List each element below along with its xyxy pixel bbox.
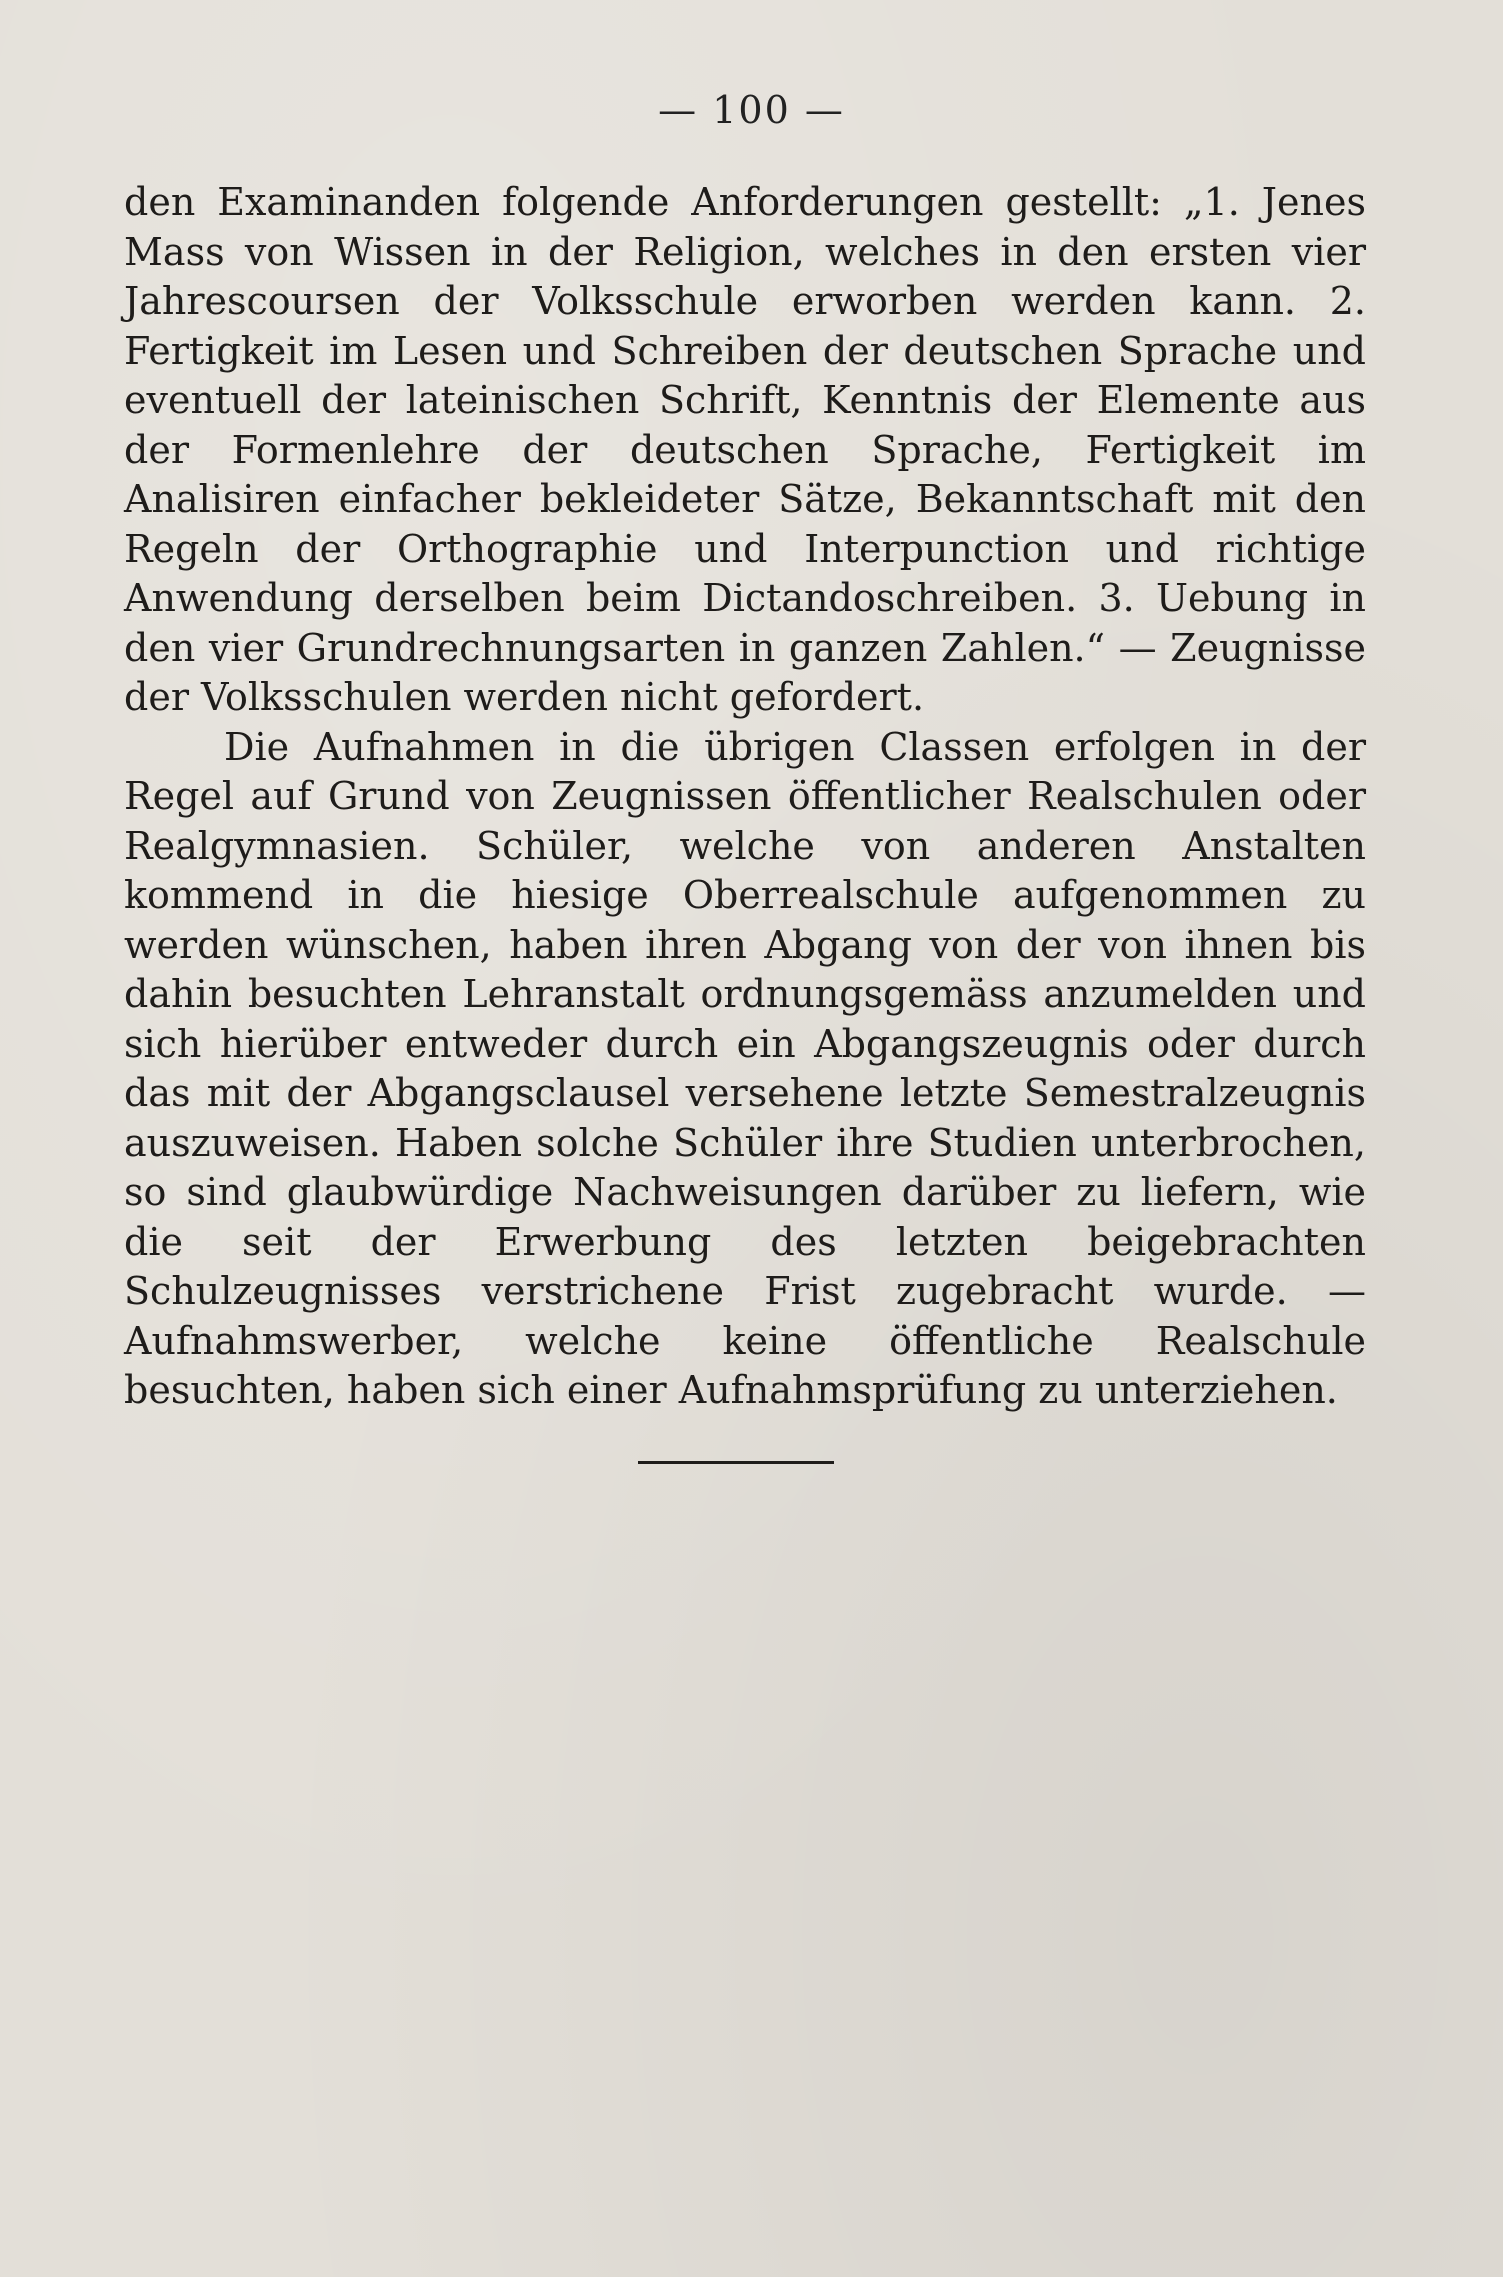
page-number: — 100 — [658,88,845,132]
paragraph-admissions: Die Aufnahmen in die übrigen Classen erfolgen in der Regel auf Grund von Zeugnissen öffentlicher Realschulen oder Realgymnasien. Schüler, welche von anderen Anstalten kommend in die hiesige Oberrealschule aufgenommen zu werden wünschen, haben ihren Abgang von der von ihnen bis dahin besuchten Lehranstalt ordnungsgemäss anzumelden und sich hierüber entweder durch ein Abgangszeugnis oder durch das mit der Abgangsclausel versehene letzte Semestralzeugnis auszuweisen. Haben solche Schüler ihre Studien unterbrochen, so sind glaubwürdige Nachweisungen darüber zu liefern, wie die seit der Erwerbung des letzten beigebrachten Schulzeugnisses verstrichene Frist zugebracht wurde. — Aufnahmswerber, welche keine öffentliche Realschule besuchten, haben sich einer Aufnahmsprüfung zu unterziehen. [124,724,1366,1412]
section-divider-rule [638,1461,834,1464]
paragraph-requirements: den Examinanden folgende Anforderungen gestellt: „1. Jenes Mass von Wissen in der Religion, welches in den ersten vier Jahrescoursen der Volksschule erworben werden kann. 2. Fertigkeit im Lesen und Schreiben der deutschen Sprache und eventuell der lateinischen Schrift, Kenntnis der Elemente aus der Formenlehre der deutschen Sprache, Fertigkeit im Analisiren einfacher bekleideter Sätze, Bekanntschaft mit den Regeln der Orthographie und Interpunction und richtige Anwendung derselben beim Dictandoschreiben. 3. Uebung in den vier Grundrechnungsarten in ganzen Zahlen.“ — Zeugnisse der Volksschulen werden nicht gefordert. [124,180,1366,719]
body-text [124,178,1366,1416]
